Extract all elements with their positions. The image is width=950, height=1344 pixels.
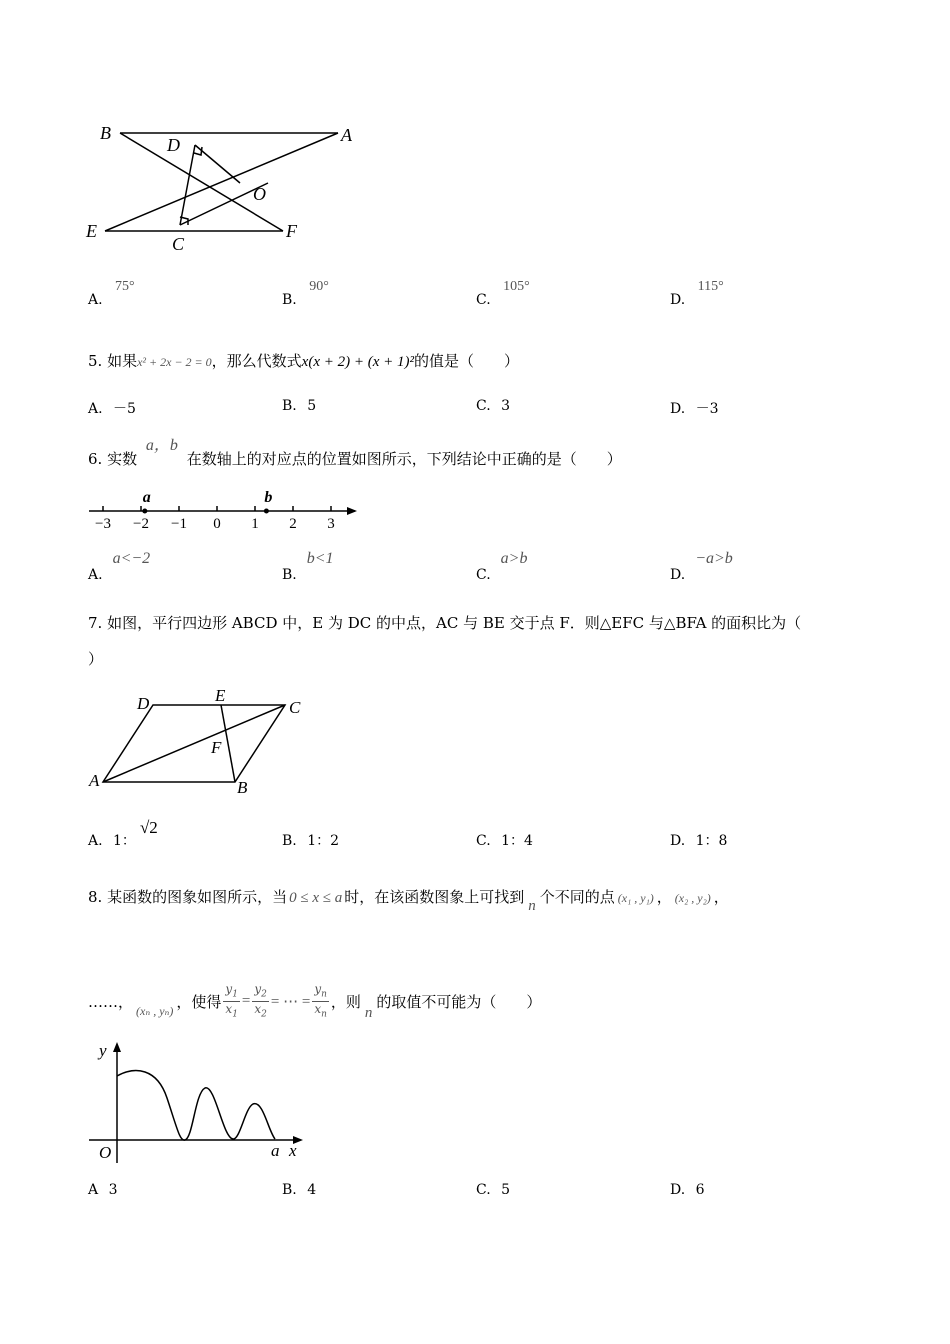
q8-text-e: ，则 <box>330 993 361 1012</box>
q4-figure <box>80 115 380 255</box>
q8-sep: ， <box>656 888 672 906</box>
q6-vars: a，b <box>145 437 178 454</box>
axis-tick-label: −2 <box>133 516 149 532</box>
fig4-label-E: E <box>86 221 97 241</box>
q8-point-2: (x₂ , y₂) <box>674 891 711 905</box>
fig4-label-B: B <box>100 123 111 143</box>
option-letter: B. <box>282 292 297 308</box>
q8-number: 8. <box>88 888 103 906</box>
q5-pre: 如果 <box>107 352 138 370</box>
option-value: b<1 <box>306 550 334 567</box>
q5-number: 5. <box>88 352 103 370</box>
axis-tick-label: −1 <box>171 516 187 532</box>
option-letter: B. <box>282 567 297 583</box>
q6-number: 6. <box>88 450 103 468</box>
q7-option-b[interactable] <box>282 830 339 850</box>
fig7-label-B: B <box>237 778 248 797</box>
option-letter: B. <box>282 398 297 414</box>
axis-tick-label: 3 <box>327 516 335 532</box>
fig8-label-x: x <box>289 1141 297 1160</box>
q5-mid: ，那么代数式 <box>211 352 302 370</box>
q8-figure <box>85 1038 315 1168</box>
q5-option-b[interactable] <box>282 398 316 414</box>
option-value: 5 <box>307 398 317 414</box>
q5-option-a[interactable] <box>88 398 136 418</box>
option-value: −a>b <box>695 550 733 567</box>
q8-equation: $\frac{y_1}{x_1}$ = $\frac{y_2}{x_2}$ = ⋯ = $\frac{y_n}{x_n}$ <box>225 982 327 1020</box>
q8-point-1: (x₁ , y₁) <box>617 891 654 905</box>
option-letter: D. <box>670 1182 686 1198</box>
axis-tick-label: 0 <box>213 516 221 532</box>
fig4-label-D: D <box>167 135 180 155</box>
q8-text-a: 某函数的图象如图所示，当 <box>107 888 288 906</box>
label-b: b <box>264 489 273 506</box>
option-value: 1：8 <box>695 833 728 849</box>
q8-point-n: (xₙ , yₙ) <box>136 1004 174 1019</box>
axis-tick-label: 1 <box>251 516 259 532</box>
q8-stem-line2 <box>88 982 541 1022</box>
axis-tick-label: 2 <box>289 516 297 532</box>
option-letter: B. <box>282 833 297 849</box>
q8-comma: ， <box>713 888 729 906</box>
option-value: 4 <box>307 1182 317 1198</box>
q4-option-c[interactable] <box>476 278 530 308</box>
option-value: －5 <box>113 401 136 417</box>
fig7-label-D: D <box>137 694 150 713</box>
q7-stem-line2: ） <box>88 650 104 668</box>
fig8-label-y: y <box>99 1041 107 1060</box>
fig4-label-C: C <box>172 234 185 254</box>
q5-option-c[interactable] <box>476 398 510 414</box>
q8-option-a[interactable] <box>88 1182 118 1198</box>
q8-option-b[interactable] <box>282 1182 316 1198</box>
q4-option-a[interactable] <box>88 278 135 308</box>
option-letter: C. <box>476 1182 491 1198</box>
fig8-label-O: O <box>99 1143 112 1162</box>
option-letter: A. <box>88 292 103 308</box>
label-a: a <box>142 489 151 506</box>
option-letter: C. <box>476 567 491 583</box>
q8-text-c: 个不同的点 <box>539 888 615 906</box>
q7-figure <box>85 685 315 800</box>
fig7-label-C: C <box>289 698 301 717</box>
fig7-label-F: F <box>211 738 222 757</box>
sqrt-two: √2 <box>139 818 158 837</box>
fig4-label-F: F <box>286 221 297 241</box>
option-value: 105° <box>503 279 530 294</box>
q8-option-c[interactable] <box>476 1182 510 1198</box>
q8-text-b: 时，在该函数图象上可找到 <box>344 888 525 906</box>
option-value: －3 <box>695 401 719 417</box>
q7-option-d[interactable] <box>670 830 727 850</box>
q6-option-a[interactable] <box>88 550 151 583</box>
option-value: 1：2 <box>307 833 340 849</box>
option-letter: A <box>88 1182 99 1198</box>
q6-post: 在数轴上的对应点的位置如图所示，下列结论中正确的是（ ） <box>186 450 622 468</box>
q8-text-f: 的取值不可能为（ ） <box>376 993 542 1012</box>
option-value: a<−2 <box>112 550 151 567</box>
option-value: 1： <box>113 833 136 849</box>
q6-pre: 实数 <box>107 450 138 468</box>
q5-post: 的值是（ ） <box>414 352 520 370</box>
option-value: 6 <box>695 1182 705 1198</box>
option-letter: A. <box>88 833 103 849</box>
q5-condition: x² + 2x − 2 = 0 <box>137 355 212 369</box>
q6-number-line <box>85 486 365 534</box>
q5-option-d[interactable] <box>670 398 719 418</box>
option-value: 1：4 <box>501 833 533 849</box>
q8-n2: n <box>364 1005 373 1022</box>
q4-option-d[interactable] <box>670 278 724 308</box>
option-value: 115° <box>697 279 724 294</box>
q8-text-d: ，使得 <box>176 993 222 1012</box>
option-letter: B. <box>282 1182 297 1198</box>
q8-stem-line1 <box>88 886 729 914</box>
point-a <box>142 509 147 514</box>
option-letter: A. <box>88 567 103 583</box>
q7-option-c[interactable] <box>476 830 533 850</box>
option-value: 90° <box>309 279 329 294</box>
q8-n: n <box>528 898 536 914</box>
option-letter: C. <box>476 292 491 308</box>
q4-option-b[interactable] <box>282 278 329 308</box>
option-letter: C. <box>476 398 491 414</box>
option-value: 5 <box>501 1182 511 1198</box>
axis-tick-label: −3 <box>95 516 111 532</box>
fig8-label-a: a <box>271 1141 280 1160</box>
point-b <box>264 509 269 514</box>
option-letter: D. <box>670 401 686 417</box>
option-value: a>b <box>500 550 528 567</box>
q8-dots: ……， <box>88 993 134 1012</box>
option-value: 3 <box>501 398 511 414</box>
option-letter: D. <box>670 292 686 308</box>
fig4-label-O: O <box>253 184 266 204</box>
option-letter: D. <box>670 567 686 583</box>
q6-option-c[interactable] <box>476 550 528 583</box>
q6-option-d[interactable] <box>670 550 733 583</box>
fig7-label-E: E <box>215 686 226 705</box>
q8-range: 0 ≤ x ≤ a <box>289 890 343 906</box>
q7-option-a[interactable] <box>88 818 158 850</box>
q7-stem-line1: 7. 如图，平行四边形 ABCD 中，E 为 DC 的中点，AC 与 BE 交于点 F．则△EFC 与△BFA 的面积比为（ <box>88 614 802 632</box>
q6-option-b[interactable] <box>282 550 334 583</box>
q8-option-d[interactable] <box>670 1182 705 1198</box>
q6-stem <box>88 437 622 469</box>
option-letter: A. <box>88 401 103 417</box>
option-letter: D. <box>670 833 686 849</box>
option-letter: C. <box>476 833 491 849</box>
q5-stem <box>88 350 519 371</box>
fig7-label-A: A <box>89 771 100 790</box>
option-value: 75° <box>115 279 135 294</box>
fig4-label-A: A <box>341 125 352 145</box>
q5-expression: x(x + 2) + (x + 1)² <box>301 354 414 370</box>
option-value: 3 <box>108 1182 118 1198</box>
